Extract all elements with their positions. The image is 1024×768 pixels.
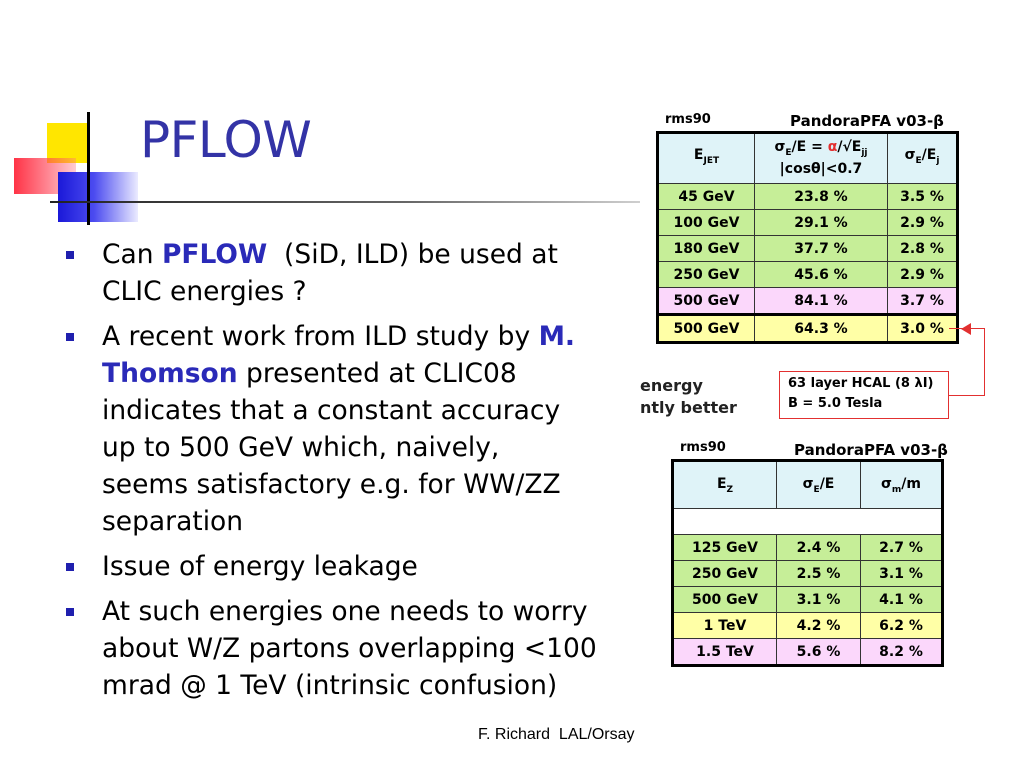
table-row <box>673 561 943 587</box>
table-cell: 500 GeV <box>673 587 777 613</box>
bullet-item <box>62 593 602 704</box>
table-row <box>673 613 943 639</box>
square-bullet-icon <box>66 251 74 259</box>
table-row <box>673 639 943 666</box>
bullet-text-pre: A recent work from ILD study by <box>102 321 539 352</box>
table-cell: 250 GeV <box>673 561 777 587</box>
callout-line: B = 5.0 Tesla <box>788 396 883 411</box>
table-cell: 64.3 % <box>755 315 888 343</box>
table-spacer-row <box>673 509 943 535</box>
table-cell: 2.4 % <box>777 535 861 561</box>
table-header-cell: $\sigma_E/E = \alpha/√E_{jj}$ |cosθ|<0.7 <box>755 133 888 184</box>
table-header-row <box>658 133 958 184</box>
table-cell: 3.1 % <box>861 561 943 587</box>
table-cell: 8.2 % <box>861 639 943 666</box>
table-cell: 500 GeV <box>658 315 755 343</box>
table-cell: 1 TeV <box>673 613 777 639</box>
table-cell: 37.7 % <box>755 236 888 262</box>
bullet-text-post: (SiD, ILD) be used at CLIC energies ? <box>102 239 567 307</box>
table-cell: 6.2 % <box>861 613 943 639</box>
table-cell: 4.2 % <box>777 613 861 639</box>
table-row <box>658 288 958 315</box>
square-bullet-icon <box>66 563 74 571</box>
table2-caption-left: rms90 <box>680 440 726 455</box>
table-cell: 2.7 % <box>861 535 943 561</box>
table1-caption-right: PandoraPFA v03-β <box>790 112 944 130</box>
table-row <box>658 262 958 288</box>
bullet-item <box>62 318 602 540</box>
arrow-left-icon <box>961 323 971 335</box>
table-cell: 5.6 % <box>777 639 861 666</box>
table-header-cell: $E_Z$ <box>673 461 777 509</box>
table2-caption-right: PandoraPFA v03-β <box>794 441 948 459</box>
table-cell: 1.5 TeV <box>673 639 777 666</box>
table-cell: 125 GeV <box>673 535 777 561</box>
logo-blue-block <box>58 172 138 222</box>
table-cell: 2.5 % <box>777 561 861 587</box>
table-header-cell: $\sigma_m/m$ <box>861 461 943 509</box>
hcal-callout-box <box>779 371 949 419</box>
logo-yellow-square <box>47 123 87 163</box>
table-cell: 29.1 % <box>755 210 888 236</box>
bullet-item <box>62 236 602 310</box>
table-cell: 3.0 % <box>888 315 958 343</box>
table-row <box>658 315 958 343</box>
partial-text-line: energy <box>640 376 703 395</box>
title-underline <box>50 201 640 203</box>
table-header-cell: $E_{JET}$ <box>658 133 755 184</box>
table-cell: 45 GeV <box>658 184 755 210</box>
table-row <box>658 236 958 262</box>
square-bullet-icon <box>66 608 74 616</box>
bullet-text-pre: Can <box>102 239 162 270</box>
jet-resolution-table <box>656 131 959 344</box>
partial-background-text <box>640 375 737 419</box>
bullet-list <box>62 236 602 712</box>
table-cell: 3.7 % <box>888 288 958 315</box>
bullet-highlight: PFLOW <box>161 239 268 270</box>
table-cell: 45.6 % <box>755 262 888 288</box>
table-header-row <box>673 461 943 509</box>
table-header-cell: $\sigma_E/E$ <box>777 461 861 509</box>
table-row <box>658 184 958 210</box>
table-cell: 3.5 % <box>888 184 958 210</box>
table-cell: 500 GeV <box>658 288 755 315</box>
slide-footer: F. Richard LAL/Orsay <box>478 726 635 743</box>
table-cell: 2.9 % <box>888 262 958 288</box>
table-cell: 250 GeV <box>658 262 755 288</box>
table-cell: 2.9 % <box>888 210 958 236</box>
bullet-text: At such energies one needs to worry about W/Z partons overlapping <100 mrad @ 1 TeV (intrinsic confusion) <box>102 596 597 701</box>
square-bullet-icon <box>66 333 74 341</box>
table-cell: 100 GeV <box>658 210 755 236</box>
slide-title: PFLOW <box>140 111 312 169</box>
table-row <box>658 210 958 236</box>
z-resolution-table <box>671 459 944 667</box>
table-cell: 180 GeV <box>658 236 755 262</box>
logo-vertical-line <box>87 112 90 225</box>
table1-caption-left: rms90 <box>665 112 711 127</box>
table-cell: 2.8 % <box>888 236 958 262</box>
table-cell: 84.1 % <box>755 288 888 315</box>
bullet-text: Issue of energy leakage <box>102 551 418 582</box>
bullet-highlight: M. Thomson <box>102 321 575 389</box>
bullet-text-post: presented at CLIC08 indicates that a constant accuracy up to 500 GeV which, naively, seems satisfactory e.g. for WW/ZZ separation <box>102 358 570 537</box>
callout-connector <box>949 328 985 396</box>
bullet-item <box>62 548 602 585</box>
table-row <box>673 535 943 561</box>
table-cell: 3.1 % <box>777 587 861 613</box>
table-cell: 23.8 % <box>755 184 888 210</box>
table-row <box>673 587 943 613</box>
partial-text-line: ntly better <box>640 398 737 417</box>
callout-line: 63 layer HCAL (8 λI) <box>788 376 934 391</box>
table-cell: 4.1 % <box>861 587 943 613</box>
table-header-cell: $\sigma_E/E_j$ <box>888 133 958 184</box>
